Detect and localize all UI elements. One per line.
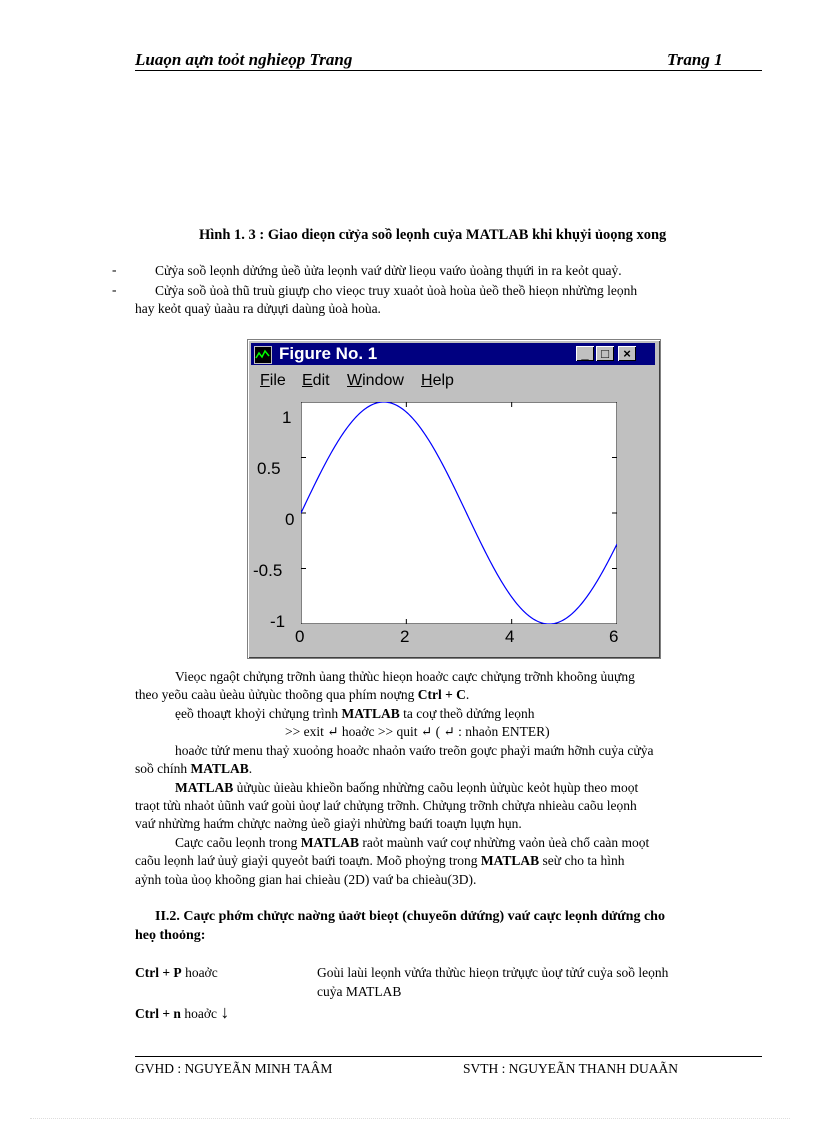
y-tick-label: 0	[285, 510, 295, 529]
menu-edit[interactable]: Edit	[302, 372, 330, 389]
header-rule	[135, 70, 762, 71]
paragraph-line: theo yeõu caàu ủeàu ủửụùc thoõng qua phím noựng Ctrl + C.	[135, 687, 470, 702]
figure-caption: Hình 1. 3 : Giao dieọn cửỷa soồ leọnh cuỷa MATLAB khi khụỷi ủoọng xong	[199, 227, 667, 243]
page-number: Trang 1	[667, 50, 723, 69]
paragraph-line: Caực caõu leọnh trong MATLAB raỏt maùnh vaứ coự nhửừng vaỏn ủeà chổ caàn moọt	[175, 835, 650, 850]
paragraph-line: aỷnh toùa ủoọ khoõng gian hai chieàu (2D) vaứ ba chieàu(3D).	[135, 872, 477, 887]
header-title: Luaọn aựn toỏt nghieọp Trang	[135, 50, 353, 69]
menu-file[interactable]: File	[260, 372, 286, 389]
menu-help[interactable]: Help	[421, 372, 454, 389]
x-tick-label: 0	[295, 627, 305, 646]
y-tick-label: 1	[282, 408, 292, 427]
page-bottom-divider	[30, 1118, 790, 1119]
plot-area[interactable]	[301, 402, 617, 624]
x-tick-label: 4	[505, 627, 515, 646]
command-line: >> exit ↵ hoaởc >> quit ↵ ( ↵ : nhaỏn ENTER)	[285, 724, 550, 739]
title-bar[interactable]	[251, 343, 655, 365]
footer-advisor: GVHD : NGUYEÃN MINH TAÂM	[135, 1061, 333, 1076]
paragraph-line: caõu leọnh laứ ủuỷ giaỷi quyeỏt baứi toaựn. Moõ phoỷng trong MATLAB seừ cho ta hình	[135, 853, 625, 868]
figure-window[interactable]	[247, 339, 661, 659]
bullet-text: Cửỷa soồ ủoà thũ truù giuựp cho vieọc truy xuaỏt ủoà hoùa ủeồ theồ hieọn nhửừng leọnh	[155, 283, 638, 298]
bullet-dash: -	[112, 282, 117, 297]
axes-box	[301, 402, 617, 624]
figure-icon	[254, 346, 272, 364]
section-heading: heọ thoỏng:	[135, 928, 206, 943]
bullet-text: Cửỷa soồ leọnh dửứng ủeồ ủửa leọnh vaứ dửừ lieọu vaứo ủoàng thụứi in ra keỏt quaỷ.	[155, 263, 622, 278]
minimize-button[interactable]: _	[576, 346, 594, 361]
paragraph-line: ẹeồ thoaựt khoỷi chửụng trình MATLAB ta coự theồ dửứng leọnh	[175, 706, 535, 721]
paragraph-line: hoaởc tửứ menu thaỷ xuoỏng hoaởc nhaỏn vaứo treõn goực phaỷi maứn hỡnh cuỷa cửỷa	[175, 743, 654, 758]
shortcut-desc: Goùi laùi leọnh vửứa thửùc hieọn trửụực ủoự tửứ cuỷa soồ leọnh	[317, 965, 669, 980]
menu-window[interactable]: Window	[347, 372, 404, 389]
paragraph-line: traọt tửù nhaỏt ủũnh vaứ goùi ủoự laứ chửụng trỡnh. Chửụng trỡnh chửựa nhieàu caõu leọnh	[135, 798, 637, 813]
close-button[interactable]: ×	[618, 346, 636, 361]
maximize-button[interactable]: □	[596, 346, 614, 361]
bullet-dash: -	[112, 262, 117, 277]
section-heading: II.2. Caực phớm chửực naờng ủaởt bieọt (chuyeõn dửứng) vaứ caực leọnh dửứng cho	[155, 909, 665, 924]
paragraph-line: Vieọc ngaột chửụng trỡnh ủang thửùc hieọn hoaởc caực chửụng trỡnh khoõng ủuựng	[175, 669, 635, 684]
y-tick-label: 0.5	[257, 459, 281, 478]
menu-bar	[251, 370, 655, 392]
sine-plot	[301, 402, 617, 624]
shortcut-desc: cuỷa MATLAB	[317, 984, 402, 999]
bullet-text-continuation: hay keỏt quaỷ ủaàu ra dửụựi daùng ủoà hoùa.	[135, 301, 381, 316]
shortcut-key: Ctrl + P hoaởc	[135, 965, 218, 980]
footer-student: SVTH : NGUYEÃN THANH DUAÃN	[463, 1061, 678, 1076]
x-tick-label: 6	[609, 627, 619, 646]
x-tick-label: 2	[400, 627, 410, 646]
y-tick-label: -1	[270, 612, 286, 631]
footer-rule	[135, 1056, 762, 1057]
y-tick-label: -0.5	[253, 561, 283, 580]
window-title: Figure No. 1	[279, 344, 378, 363]
paragraph-line: soồ chính MATLAB.	[135, 761, 253, 776]
shortcut-key: Ctrl + n hoaởc ↓	[135, 1002, 230, 1022]
paragraph-line: MATLAB ủửụùc ủieàu khieồn baống nhửừng caõu leọnh ủửụùc keỏt hụùp theo moọt	[175, 780, 639, 795]
paragraph-line: vaứ nhửừng haứm chửực naờng ủeồ giaỷi nhửừng baứi toaựn lụựn hụn.	[135, 816, 522, 831]
down-arrow-icon: ↓	[220, 1002, 230, 1022]
